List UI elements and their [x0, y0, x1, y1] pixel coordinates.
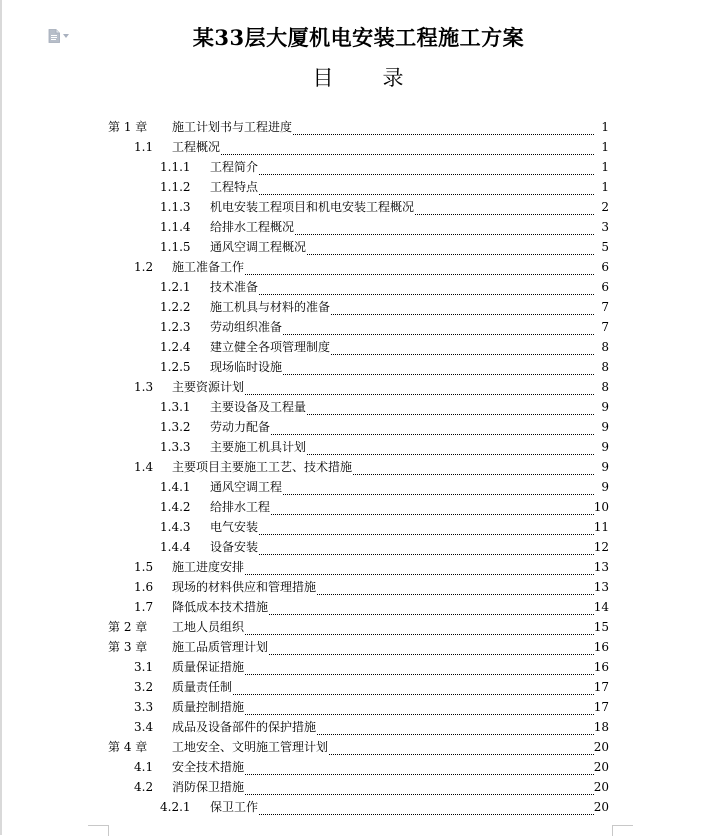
- toc-entry-number: 3.4: [134, 720, 154, 734]
- toc-entry-label: 通风空调工程概况: [210, 240, 307, 254]
- toc-entry-text: [210, 477, 609, 497]
- toc-entry[interactable]: [0, 277, 717, 297]
- toc-entry[interactable]: [0, 237, 717, 257]
- toc-entry-text: [172, 117, 609, 137]
- toc-entry-number: 1.3.3: [160, 440, 191, 454]
- toc-entry[interactable]: [0, 197, 717, 217]
- toc-leader-dots: [259, 282, 594, 295]
- toc-entry[interactable]: [0, 337, 717, 357]
- toc-entry-page: 18: [593, 720, 609, 734]
- toc-leader-dots: [245, 562, 594, 575]
- toc-entry-label: 主要施工机具计划: [210, 440, 307, 454]
- toc-entry[interactable]: [0, 157, 717, 177]
- toc-entry-number: 3.2: [134, 680, 154, 694]
- toc-entry-page: 2: [601, 200, 609, 214]
- page-corner-mark-right: [612, 825, 633, 836]
- toc-entry-text: [172, 617, 609, 637]
- toc-leader-dots: [221, 142, 594, 155]
- toc-entry-number: 4.2: [134, 780, 154, 794]
- toc-entry[interactable]: [0, 577, 717, 597]
- toc-entry-number: 1.3.1: [160, 400, 191, 414]
- toc-entry-number: 1.2.2: [160, 300, 191, 314]
- toc-entry-page: 15: [593, 620, 609, 634]
- toc-entry-page: 8: [601, 340, 609, 354]
- toc-entry-text: [210, 397, 609, 417]
- toc-entry-label: 通风空调工程: [210, 480, 283, 494]
- toc-entry-label: 质量保证措施: [172, 660, 245, 674]
- toc-leader-dots: [259, 802, 594, 815]
- toc-entry-label: 劳动力配备: [210, 420, 271, 434]
- toc-entry-label: 保卫工作: [210, 800, 259, 814]
- toc-entry-text: [210, 537, 609, 557]
- toc-leader-dots: [283, 322, 594, 335]
- toc-entry[interactable]: [0, 797, 717, 817]
- toc-leader-dots: [271, 502, 594, 515]
- toc-entry[interactable]: [0, 557, 717, 577]
- toc-entry-page: 1: [601, 180, 609, 194]
- toc-entry-number: 1.1.1: [160, 160, 191, 174]
- toc-entry-number: 1.5: [134, 560, 154, 574]
- toc-entry-page: 13: [593, 580, 609, 594]
- toc-leader-dots: [293, 122, 594, 135]
- toc-entry-text: [172, 597, 609, 617]
- toc-entry-text: [172, 677, 609, 697]
- toc-entry-label: 质量控制措施: [172, 700, 245, 714]
- toc-leader-dots: [245, 662, 594, 675]
- toc-entry-label: 安全技术措施: [172, 760, 245, 774]
- toc-entry-text: [210, 297, 609, 317]
- toc-entry-text: [210, 197, 609, 217]
- toc-entry-label: 现场的材料供应和管理措施: [172, 580, 317, 594]
- toc-entry[interactable]: [0, 617, 717, 637]
- toc-entry[interactable]: [0, 757, 717, 777]
- toc-entry-page: 11: [593, 520, 609, 534]
- toc-entry-text: [210, 357, 609, 377]
- toc-entry-number: 第 4 章: [108, 740, 148, 754]
- toc-entry-page: 13: [593, 560, 609, 574]
- toc-entry[interactable]: [0, 597, 717, 617]
- toc-entry-number: 1.2.3: [160, 320, 191, 334]
- toc-entry-number: 1.3.2: [160, 420, 191, 434]
- toc-entry-number: 1.4.1: [160, 480, 191, 494]
- toc-leader-dots: [307, 242, 594, 255]
- toc-entry-label: 降低成本技术措施: [172, 600, 269, 614]
- toc-entry-label: 成品及设备部件的保护措施: [172, 720, 317, 734]
- toc-entry-number: 1.1.3: [160, 200, 191, 214]
- toc-entry-number: 1.1: [134, 140, 154, 154]
- toc-leader-dots: [269, 602, 594, 615]
- document-title: 某33层大厦机电安装工程施工方案: [192, 25, 525, 50]
- toc-entry-number: 3.1: [134, 660, 154, 674]
- toc-entry-text: [172, 377, 609, 397]
- toc-entry-text: [172, 737, 609, 757]
- toc-entry-page: 16: [593, 640, 609, 654]
- toc-entry-page: 1: [601, 160, 609, 174]
- toc-entry-page: 12: [593, 540, 609, 554]
- toc-entry-page: 20: [593, 780, 609, 794]
- toc-entry-text: [210, 497, 609, 517]
- toc-entry-label: 给排水工程: [210, 500, 271, 514]
- toc-entry[interactable]: [0, 517, 717, 537]
- toc-entry-label: 机电安装工程项目和机电安装工程概况: [210, 200, 415, 214]
- toc-entry-label: 消防保卫措施: [172, 780, 245, 794]
- toc-entry-text: [210, 277, 609, 297]
- toc-entry-text: [172, 457, 609, 477]
- toc-entry-text: [210, 517, 609, 537]
- toc-entry-page: 8: [601, 380, 609, 394]
- toc-entry-number: 1.2: [134, 260, 154, 274]
- toc-entry[interactable]: [0, 257, 717, 277]
- toc-entry-label: 工地安全、文明施工管理计划: [172, 740, 329, 754]
- toc-entry-page: 20: [593, 740, 609, 754]
- toc-entry[interactable]: [0, 177, 717, 197]
- toc-entry-text: [172, 697, 609, 717]
- toc-entry[interactable]: [0, 477, 717, 497]
- toc-entry-page: 8: [601, 360, 609, 374]
- toc-entry[interactable]: [0, 537, 717, 557]
- toc-leader-dots: [245, 702, 594, 715]
- toc-leader-dots: [245, 622, 594, 635]
- toc-entry-label: 施工机具与材料的准备: [210, 300, 331, 314]
- toc-entry-number: 3.3: [134, 700, 154, 714]
- toc-entry-text: [172, 137, 609, 157]
- toc-entry[interactable]: [0, 397, 717, 417]
- toc-entry[interactable]: [0, 117, 717, 137]
- toc-entry-page: 20: [593, 760, 609, 774]
- toc-heading-left: 目: [312, 66, 335, 90]
- toc-entry-text: [172, 777, 609, 797]
- toc-leader-dots: [353, 462, 594, 475]
- toc-entry[interactable]: [0, 657, 717, 677]
- toc-entry-text: [172, 637, 609, 657]
- toc-entry-page: 6: [601, 260, 609, 274]
- toc-leader-dots: [269, 642, 594, 655]
- toc-entry-number: 4.2.1: [160, 800, 191, 814]
- toc-entry[interactable]: [0, 737, 717, 757]
- toc-entry-number: 1.1.2: [160, 180, 191, 194]
- toc-entry-number: 1.4: [134, 460, 154, 474]
- toc-entry-page: 14: [593, 600, 609, 614]
- toc-leader-dots: [331, 302, 594, 315]
- toc-entry-text: [172, 717, 609, 737]
- toc-entry-label: 工程简介: [210, 160, 259, 174]
- toc-entry-number: 1.4.4: [160, 540, 191, 554]
- toc-entry-label: 劳动组织准备: [210, 320, 283, 334]
- toc-entry-page: 9: [601, 400, 609, 414]
- toc-entry-page: 17: [593, 700, 609, 714]
- toc-heading-right: 录: [382, 66, 405, 90]
- toc-entry-page: 6: [601, 280, 609, 294]
- toc-entry-number: 4.1: [134, 760, 154, 774]
- toc-entry-label: 设备安装: [210, 540, 259, 554]
- toc-leader-dots: [245, 762, 594, 775]
- toc-entry-text: [210, 437, 609, 457]
- toc-leader-dots: [307, 442, 594, 455]
- toc-entry-text: [210, 797, 609, 817]
- toc-entry-number: 1.7: [134, 600, 154, 614]
- toc-entry[interactable]: [0, 777, 717, 797]
- toc-entry[interactable]: [0, 637, 717, 657]
- toc-entry-number: 第 2 章: [108, 620, 148, 634]
- toc-entry-label: 工程概况: [172, 140, 221, 154]
- toc-entry-number: 1.1.5: [160, 240, 191, 254]
- toc-entry-text: [172, 257, 609, 277]
- toc-entry-page: 7: [601, 320, 609, 334]
- toc-leader-dots: [259, 542, 594, 555]
- toc-entry-number: 1.4.2: [160, 500, 191, 514]
- toc-entry[interactable]: [0, 217, 717, 237]
- toc-entry-page: 7: [601, 300, 609, 314]
- toc-entry-number: 第 3 章: [108, 640, 148, 654]
- toc-entry-page: 10: [593, 500, 609, 514]
- toc-entry-text: [210, 177, 609, 197]
- toc-entry-number: 1.1.4: [160, 220, 191, 234]
- toc-entry-text: [172, 577, 609, 597]
- toc-entry-page: 17: [593, 680, 609, 694]
- toc-entry-page: 3: [601, 220, 609, 234]
- toc-entry-text: [172, 757, 609, 777]
- toc-entry[interactable]: [0, 677, 717, 697]
- toc-entry-number: 第 1 章: [108, 120, 148, 134]
- toc-entry[interactable]: [0, 717, 717, 737]
- toc-entry-number: 1.6: [134, 580, 154, 594]
- toc-entry-label: 现场临时设施: [210, 360, 283, 374]
- toc-entry[interactable]: [0, 357, 717, 377]
- toc-entry-label: 施工计划书与工程进度: [172, 120, 293, 134]
- toc-entry-text: [172, 557, 609, 577]
- toc-entry-number: 1.2.1: [160, 280, 191, 294]
- toc-entry[interactable]: [0, 417, 717, 437]
- toc-entry[interactable]: [0, 297, 717, 317]
- toc-leader-dots: [317, 722, 594, 735]
- toc-entry-label: 建立健全各项管理制度: [210, 340, 331, 354]
- toc-entry-text: [210, 337, 609, 357]
- toc-entry-text: [210, 317, 609, 337]
- table-of-contents: [0, 117, 717, 817]
- toc-entry-label: 工地人员组织: [172, 620, 245, 634]
- toc-entry[interactable]: [0, 437, 717, 457]
- toc-entry-label: 电气安装: [210, 520, 259, 534]
- toc-entry-number: 1.3: [134, 380, 154, 394]
- toc-entry[interactable]: [0, 497, 717, 517]
- toc-entry-page: 9: [601, 480, 609, 494]
- toc-leader-dots: [245, 782, 594, 795]
- toc-entry[interactable]: [0, 697, 717, 717]
- toc-leader-dots: [259, 522, 594, 535]
- toc-leader-dots: [271, 422, 594, 435]
- toc-leader-dots: [415, 202, 594, 215]
- toc-leader-dots: [329, 742, 594, 755]
- toc-leader-dots: [331, 342, 594, 355]
- toc-entry-page: 16: [593, 660, 609, 674]
- toc-entry[interactable]: [0, 377, 717, 397]
- toc-leader-dots: [307, 402, 594, 415]
- toc-entry-label: 主要设备及工程量: [210, 400, 307, 414]
- toc-entry-page: 9: [601, 420, 609, 434]
- toc-entry-page: 1: [601, 120, 609, 134]
- toc-leader-dots: [259, 182, 594, 195]
- toc-entry-label: 技术准备: [210, 280, 259, 294]
- toc-entry-page: 9: [601, 440, 609, 454]
- toc-entry[interactable]: [0, 317, 717, 337]
- toc-entry-page: 9: [601, 460, 609, 474]
- toc-leader-dots: [283, 482, 594, 495]
- toc-entry-label: 主要资源计划: [172, 380, 245, 394]
- toc-entry-text: [210, 237, 609, 257]
- toc-leader-dots: [283, 362, 594, 375]
- toc-entry-label: 施工进度安排: [172, 560, 245, 574]
- toc-leader-dots: [295, 222, 594, 235]
- toc-heading: [0, 62, 717, 92]
- toc-entry-text: [210, 157, 609, 177]
- toc-leader-dots: [245, 262, 594, 275]
- toc-entry-page: 5: [601, 240, 609, 254]
- toc-entry-label: 工程特点: [210, 180, 259, 194]
- toc-entry-text: [210, 217, 609, 237]
- toc-leader-dots: [233, 682, 594, 695]
- page-corner-mark-left: [88, 825, 109, 836]
- toc-entry-label: 给排水工程概况: [210, 220, 295, 234]
- toc-leader-dots: [317, 582, 594, 595]
- toc-entry-number: 1.4.3: [160, 520, 191, 534]
- toc-entry-page: 1: [601, 140, 609, 154]
- toc-entry[interactable]: [0, 137, 717, 157]
- toc-entry-label: 主要项目主要施工工艺、技术措施: [172, 460, 353, 474]
- toc-entry-label: 施工准备工作: [172, 260, 245, 274]
- toc-entry-label: 施工品质管理计划: [172, 640, 269, 654]
- toc-leader-dots: [259, 162, 594, 175]
- toc-entry-page: 20: [593, 800, 609, 814]
- toc-entry-text: [210, 417, 609, 437]
- toc-entry-text: [172, 657, 609, 677]
- toc-entry-label: 质量责任制: [172, 680, 233, 694]
- toc-entry-number: 1.2.4: [160, 340, 191, 354]
- toc-entry-number: 1.2.5: [160, 360, 191, 374]
- toc-leader-dots: [245, 382, 594, 395]
- toc-entry[interactable]: [0, 457, 717, 477]
